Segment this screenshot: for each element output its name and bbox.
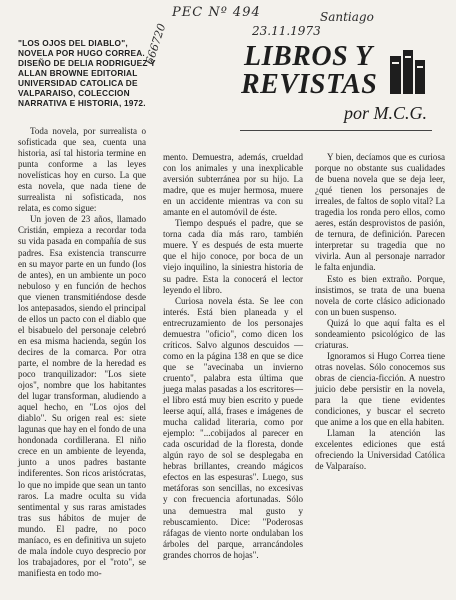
paragraph: Curiosa novela ésta. Se lee con interés. Está bien planeada y el entrecruzamiento de los personajes demuestra "oficio", como dicen los críticos. Salvo algunos descuidos —como en la página 138 en que se dice que se "avecinaba un invierno cruento", palabra esta última que juega malas pasadas a los escritores— el libro está muy bien escrito y puede leerse aquí, allá, frases e imágenes de mucha calidad literaria, como por ejemplo: "...cobijados al parecer en cada oscuridad de la floresta, donde algún rayo de sol se desplegaba en hebras brillantes, creando mágicos efectos en las espesuras". Luego, sus metáforas son sencillas, no excesivas y con frecuencia afortunadas. Sólo una demuestra mal gusto y rebuscamiento. Dice: "Poderosas ráfagas de viento norte ondulaban los árboles del parque, arrancándoles grandes chorros de hojas".: [163, 295, 303, 560]
header-rule: [240, 130, 432, 131]
header-title: LIBROS Y: [244, 41, 373, 72]
paragraph: Quizá lo que aquí falta es el sondeamiento psicológico de las criaturas.: [315, 317, 445, 350]
header-byline: por M.C.G.: [344, 103, 428, 123]
archive-stamp: PEC Nº 494: [172, 5, 261, 20]
column-2: [163, 152, 303, 561]
handwritten-date: 23.11.1973: [252, 24, 321, 38]
handwritten-city: Santiago: [320, 10, 374, 24]
paragraph: Ignoramos si Hugo Correa tiene otras novelas. Sólo conocemos sus obras de ciencia-ficción. A nuestro juicio debe persistir en la novela, para la que tiene evidentes condiciones, y buscar el secreto que anime a los que en ella habiten.: [315, 350, 445, 428]
header-subtitle: REVISTAS: [241, 69, 378, 100]
paragraph: Toda novela, por surrealista o sofisticada que sea, cuenta una historia, así tal historia termine en punta conforme a las leyes novelísticas hoy en curso. La que esta novela, que nada tiene de surrealista ni sofisticada, nos relata, es como sigue:: [18, 126, 146, 214]
handwritten-code: 666720: [143, 22, 169, 67]
column-3: [315, 152, 445, 472]
paragraph: Tiempo después el padre, que se torna cada día más raro, también muere. Y es después de esta muerte que el hijo conoce, por boca de un viejo inquilino, la siniestra historia de su padre. Esta la conocerá el lector leyendo el libro.: [163, 218, 303, 295]
paragraph: Esto es bien extraño. Porque, insistimos, se trata de una buena novela de corte clásico adicionado con un buen suspenso.: [315, 273, 445, 317]
column-1: [18, 126, 146, 579]
paragraph: mento. Demuestra, además, crueldad con los animales y una inexplicable aversión subterránea por su hijo. La madre, que es mujer hermosa, muere en un accidente mientras va con su amante en el automóvil de éste.: [163, 152, 303, 218]
books-icon: [384, 42, 430, 98]
paragraph: Y bien, decíamos que es curiosa porque no obstante sus cualidades de buena novela que se deja leer, ¿qué tienen los personajes de irreales, de faltos de soplo vital? La tragedia los ronda pero ellos, como aeres, están desprovistos de pasión, de ternura, de definición. Parecen interpretar su tragedia que no vivirla. Aun al personaje narrador le falta enjundia.: [315, 152, 445, 273]
paragraph: Un joven de 23 años, llamado Cristián, empieza a recordar toda su vida pasada en compañía de sus padres. Esa existencia transcurre en su mayor parte en un fundo (los de antes), en un ambiente un poco nebuloso y en función de hechos que vienen transmitiéndose desde los antepasados, siendo el principal de ellos un pacto con el diablo que el bisabuelo del personaje celebró en esa misma hacienda, según los decires de la comarca. Por otra parte, el nombre de la heredad es poco tranquilizador: "Los siete ojos", nombre que los habitantes del lugar transforman, aludiendo a aquel hecho, en "Los ojos del diablo". Su origen real es: siete lagunas que hay en el fondo de una hondonada cordillerana. El niño crece en un ambiente de leyenda, junto a unos padres bastante indiferentes. Son ricos aristócratas, lo que no impide que sean un tanto raros. La madre oculta su vida sentimental y sus raras amistades tras sus hábitos de mujer de mundo. El padre, no poco maníaco, es en definitiva un sujeto de mala índole cuyo desprecio por los trabajadores, por el "roto", se manifiesta en todo mo-: [18, 214, 146, 578]
paragraph: Llaman la atención las excelentes ediciones que está ofreciendo la Universidad Católica de Valparaíso.: [315, 428, 445, 472]
section-header: [226, 42, 436, 142]
book-caption: "LOS OJOS DEL DIABLO", NOVELA POR HUGO CORREA. DISEÑO DE DELIA RODRIGUEZ Y ALLAN BROWNE EDITORIAL UNIVERSIDAD CATOLICA DE VALPARAISO, COLECCION NARRATIVA E HISTORIA, 1972.: [18, 38, 156, 108]
